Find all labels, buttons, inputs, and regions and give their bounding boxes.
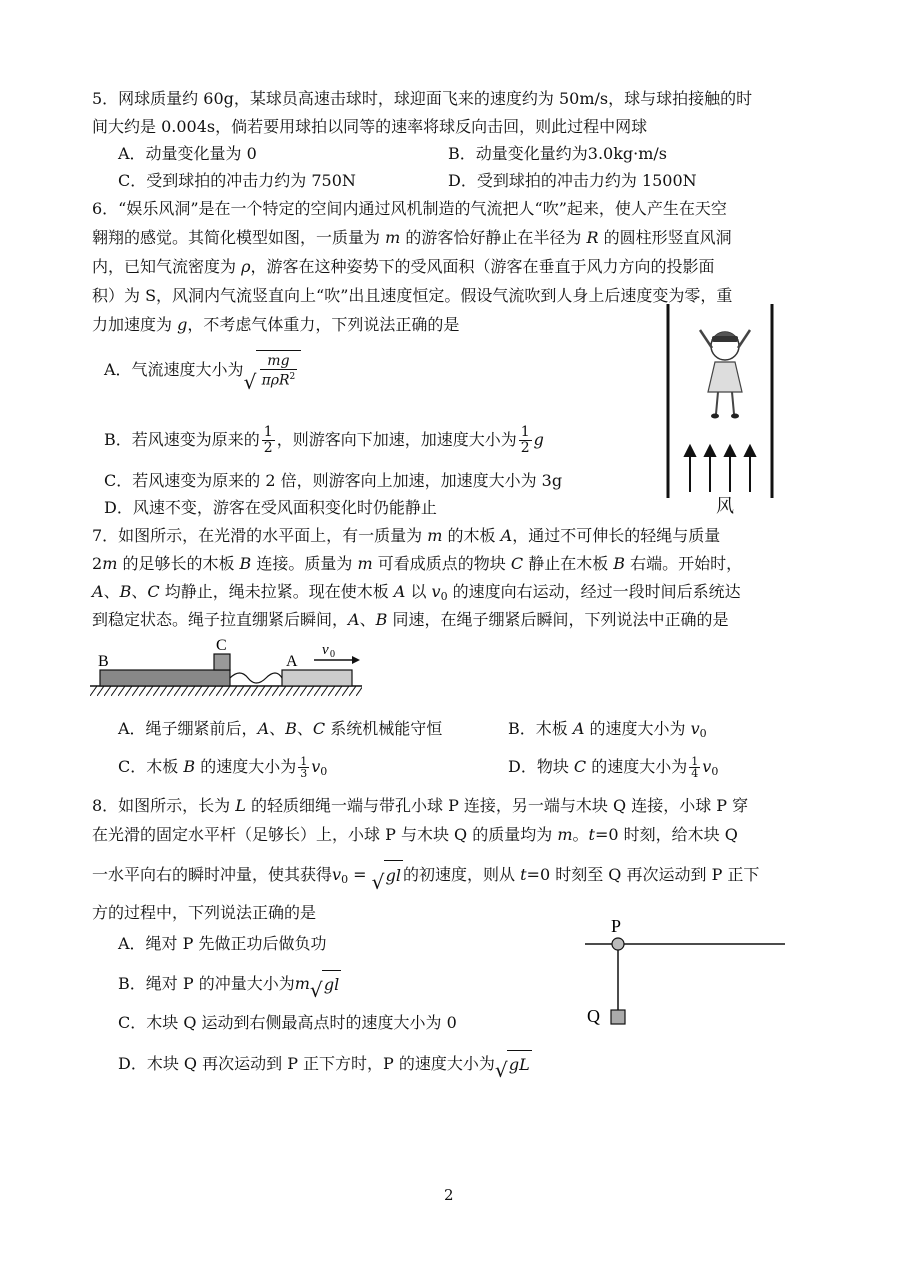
q8-option-c: C．木块 Q 运动到右侧最高点时的速度大小为 0 [118, 1013, 457, 1032]
q5-option-b: B．动量变化量约为3.0kg·m/s [448, 144, 668, 163]
label-v: v [322, 642, 329, 658]
q6-line2: 翱翔的感觉。其简化模型如图，一质量为 m 的游客恰好静止在半径为 R 的圆柱形竖直风洞 [92, 228, 732, 247]
velocity-arrowhead-icon [352, 656, 360, 664]
q6-option-a: A．气流速度大小为 √ $\frac{mg}{\pi\rho R^2}$ [104, 350, 301, 391]
wind-tunnel-figure [660, 300, 780, 510]
q7-line4: 到稳定状态。绳子拉直绷紧后瞬间，A、B 同速，在绳子绷紧后瞬间，下列说法中正确的是 [92, 610, 729, 629]
q7-option-c: C．木板 B 的速度大小为 $\frac{1}{3}$ $v_0$ [118, 755, 328, 780]
block-c [214, 654, 230, 670]
label-a: A [286, 653, 298, 670]
q6-line1: 6．“娱乐风洞”是在一个特定的空间内通过风机制造的气流把人“吹”起来，使人产生在天空 [92, 199, 727, 218]
board-b [100, 670, 230, 686]
ground-hatch [90, 686, 362, 696]
q6-line5: 力加速度为 g，不考虑气体重力，下列说法正确的是 [92, 315, 460, 334]
block-q [611, 1010, 625, 1024]
q8-line1: 8．如图所示，长为 L 的轻质细绳一端与带孔小球 P 连接，另一端与木块 Q 连接，小球 P 穿 [92, 796, 749, 815]
wind-label: 风 [716, 496, 734, 517]
page-number: 2 [444, 1186, 454, 1204]
q7-line2: 2m 的足够长的木板 B 连接。质量为 m 可看成质点的物块 C 静止在木板 B 右端。开始时， [92, 554, 743, 573]
q7-option-a: A．绳子绷紧前后，A、B、C 系统机械能守恒 [118, 719, 443, 738]
pendulum-figure [585, 912, 795, 1032]
q7-option-b: B．木板 A 的速度大小为 $v_0$ [508, 719, 707, 740]
q8-line3: 一水平向右的瞬时冲量，使其获得$v_0$ = √ gl 的初速度，则从 t=0 时刻至 Q 再次运动到 P 正下 [92, 860, 759, 895]
label-q: Q [587, 1006, 600, 1026]
tourist-figure-icon [700, 330, 750, 419]
q7-line1: 7．如图所示，在光滑的水平面上，有一质量为 m 的木板 A，通过不可伸长的轻绳与质量 [92, 526, 721, 545]
q6-option-c: C．若风速变为原来的 2 倍，则游客向上加速，加速度大小为 3g [104, 471, 563, 490]
q8-option-b: B．绳对 P 的冲量大小为m √ gl [118, 970, 341, 999]
wind-arrows [685, 446, 755, 492]
q8-line4: 方的过程中，下列说法正确的是 [92, 903, 317, 922]
q5-option-a: A．动量变化量为 0 [118, 144, 257, 163]
q7-line3: A、B、C 均静止，绳未拉紧。现在使木板 A 以 $v_0$ 的速度向右运动，经过一段时间后系统达 [92, 582, 741, 603]
q6-line4: 积）为 S，风洞内气流竖直向上“吹”出且速度恒定。假设气流吹到人身上后速度变为零，重 [92, 286, 733, 305]
board-a [282, 670, 352, 686]
label-v0-sub: 0 [330, 649, 335, 660]
q7-option-d: D．物块 C 的速度大小为 $\frac{1}{4}$ $v_0$ [508, 755, 719, 780]
q6-option-b: B．若风速变为原来的 $\frac{1}{2}$ ，则游客向下加速，加速度大小为 $\frac{1}{2}$ g [104, 424, 544, 456]
label-b: B [98, 653, 109, 670]
q6-option-d: D．风速不变，游客在受风面积变化时仍能静止 [104, 498, 437, 517]
q8-option-d: D．木块 Q 再次运动到 P 正下方时，P 的速度大小为 √ gL [118, 1050, 532, 1079]
rope [230, 673, 282, 683]
ball-p [612, 938, 624, 950]
q5-line1: 5．网球质量约 60g，某球员高速击球时，球迎面飞来的速度约为 50m/s，球与球拍接触的时 [92, 89, 753, 108]
q5-option-c: C．受到球拍的冲击力约为 750N [118, 171, 356, 190]
label-c: C [216, 637, 227, 654]
q8-option-a: A．绳对 P 先做正功后做负功 [118, 934, 327, 953]
label-p: P [611, 916, 622, 936]
q8-line2: 在光滑的固定水平杆（足够长）上，小球 P 与木块 Q 的质量均为 m。t=0 时刻，给木块 Q [92, 825, 738, 844]
boards-figure [90, 636, 370, 702]
q5-line2: 间大约是 0.004s，倘若要用球拍以同等的速率将球反向击回，则此过程中网球 [92, 117, 648, 136]
q5-option-d: D．受到球拍的冲击力约为 1500N [448, 171, 697, 190]
q6-line3: 内，已知气流密度为 ρ，游客在这种姿势下的受风面积（游客在垂直于风力方向的投影面 [92, 257, 715, 276]
